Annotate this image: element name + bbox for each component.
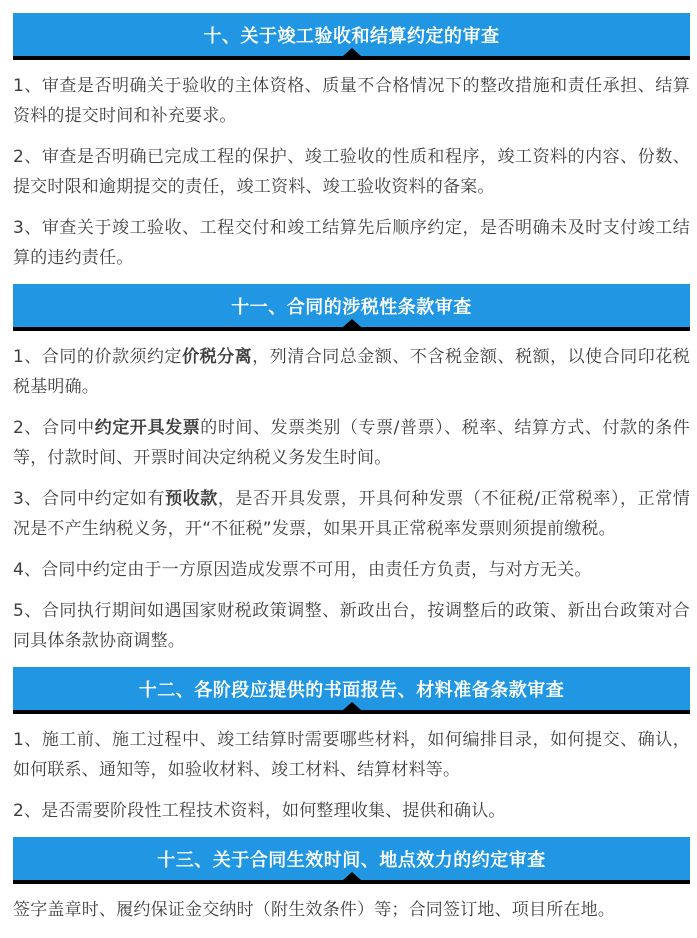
paragraph: [13, 484, 690, 544]
paragraph: [13, 596, 690, 656]
paragraph: [13, 725, 690, 785]
emphasized-text: 预收款: [165, 489, 218, 509]
text-run: 5、合同执行期间如遇国家财税政策调整、新政出台，按调整后的政策、新出台政策对合同具体条款协商调整。: [13, 601, 690, 651]
paragraph: [13, 555, 690, 585]
emphasized-text: 约定开具发票: [94, 418, 201, 438]
text-run: 3、合同中约定如有: [13, 489, 166, 509]
section-header-bar: [13, 13, 690, 60]
review-section: [13, 837, 690, 925]
section-title: 十二、各阶段应提供的书面报告、材料准备条款审查: [138, 679, 565, 701]
paragraph: [13, 342, 690, 402]
text-run: ，列清合同总金额、不含税金额、税额，以使合同印花税税基明确。: [13, 347, 690, 397]
text-run: 签字盖章时、履约保证金交纳时（附生效条件）等；合同签订地、项目所在地。: [13, 900, 615, 920]
text-run: 1、施工前、施工过程中、竣工结算时需要哪些材料，如何编排目录，如何提交、确认，如何联系、通知等，如验收材料、竣工材料、结算材料等。: [13, 730, 690, 780]
text-run: ，是否开具发票，开具何种发票（不征税/正常税率），正常情况是不产生纳税义务，开“不征税”发票，如果开具正常税率发票则须提前缴税。: [13, 489, 690, 539]
emphasized-text: 价税分离: [182, 347, 253, 367]
section-title: 十三、关于合同生效时间、地点效力的约定审查: [157, 849, 546, 871]
text-run: 2、合同中: [13, 418, 95, 438]
text-run: 4、合同中约定由于一方原因造成发票不可用，由责任方负责，与对方无关。: [13, 560, 592, 580]
triangle-up-icon: [343, 48, 361, 56]
section-title: 十、关于竣工验收和结算约定的审查: [203, 25, 500, 47]
paragraph: [13, 796, 690, 826]
section-header-bar: [13, 837, 690, 884]
paragraph: [13, 213, 690, 273]
paragraph: [13, 142, 690, 202]
text-run: 1、合同的价款须约定: [13, 347, 183, 367]
text-run: 2、是否需要阶段性工程技术资料，如何整理收集、提供和确认。: [13, 801, 506, 821]
text-run: 1、审查是否明确关于验收的主体资格、质量不合格情况下的整改措施和责任承担、结算资料的提交时间和补充要求。: [13, 76, 690, 126]
paragraph: [13, 895, 690, 925]
paragraph: [13, 71, 690, 131]
triangle-up-icon: [343, 319, 361, 327]
section-header-bar: [13, 284, 690, 331]
review-section: [13, 667, 690, 826]
review-section: [13, 284, 690, 656]
text-run: 3、审查关于竣工验收、工程交付和竣工结算先后顺序约定，是否明确未及时支付竣工结算的违约责任。: [13, 218, 690, 268]
section-header-bar: [13, 667, 690, 714]
section-title: 十一、合同的涉税性条款审查: [231, 296, 472, 318]
text-run: 的时间、发票类别（专票/普票）、税率、结算方式、付款的条件等，付款时间、开票时间决定纳税义务发生时间。: [13, 418, 690, 468]
triangle-up-icon: [343, 872, 361, 880]
paragraph: [13, 413, 690, 473]
review-section: [13, 13, 690, 273]
text-run: 2、审查是否明确已完成工程的保护、竣工验收的性质和程序，竣工资料的内容、份数、提交时限和逾期提交的责任，竣工资料、竣工验收资料的备案。: [13, 147, 690, 197]
triangle-up-icon: [343, 702, 361, 710]
